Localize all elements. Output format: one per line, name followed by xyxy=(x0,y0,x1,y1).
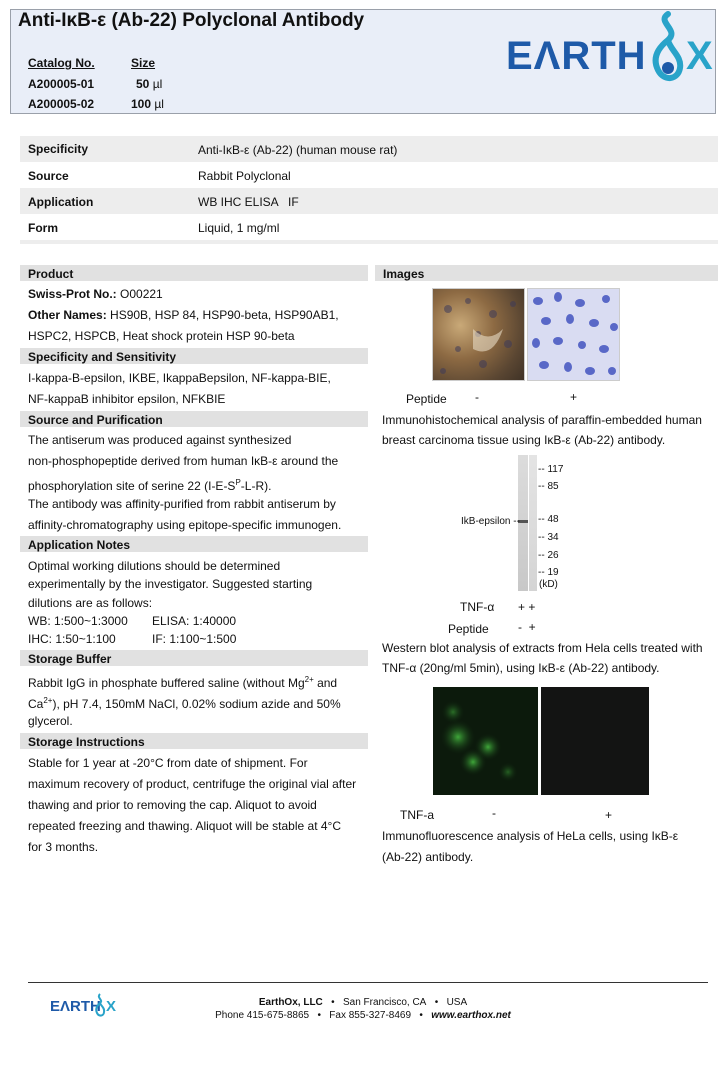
wb-peptide-label: Peptide xyxy=(448,622,489,636)
wb-marker-117: -- 117 xyxy=(538,464,564,475)
if-plus: + xyxy=(605,808,613,822)
if-minus: - xyxy=(492,806,496,820)
wb-lane-2 xyxy=(529,455,537,591)
section-storage-buffer: Storage Buffer xyxy=(20,650,368,666)
buffer-line-2: $Ca^{2+}$), pH 7.4, 150mM NaCl, 0.02% sodium azide and 50% xyxy=(28,696,341,711)
ihc-plus: + xyxy=(570,390,578,404)
wb-kd: (kD) xyxy=(539,579,558,590)
spec-row-bg-3 xyxy=(20,188,718,214)
catalog-row-1: A200005-01 xyxy=(28,77,95,91)
spec-sens-2: NF-kappaB inhibitor epsilon, NFKBIE xyxy=(28,392,226,406)
spec-value-source: Rabbit Polyclonal xyxy=(198,169,291,183)
app-wb: WB: 1:500~1:3000 xyxy=(28,614,128,628)
spec-row-bg-4 xyxy=(20,214,718,240)
footer-contact-line: Phone 415-675-8865 • Fax 855-327-8469 • www.earthox.net xyxy=(215,1010,511,1021)
other-names-2: HSPC2, HSPCB, Heat shock protein HSP 90-beta xyxy=(28,329,295,343)
spec-label-application: Application xyxy=(28,195,94,209)
instr-line-4: repeated freezing and thawing. Aliquot will be stable at 4°C xyxy=(28,819,341,833)
section-storage-instructions: Storage Instructions xyxy=(20,733,368,749)
if-caption-1: Immunofluorescence analysis of HeLa cells, using IκB-ε xyxy=(382,829,679,843)
spec-row-bg-2 xyxy=(20,162,718,188)
app-ihc: IHC: 1:50~1:100 xyxy=(28,632,116,646)
app-line-2: experimentally by the investigator. Suggested starting xyxy=(28,577,313,591)
catalog-no-label: Catalog No. xyxy=(28,56,95,70)
wb-marker-48: -- 48 xyxy=(538,514,559,525)
source-line-5: affinity-chromatography using epitope-specific immunogen. xyxy=(28,518,342,532)
instr-line-3: thawing and prior to removing the cap. Aliquot to avoid xyxy=(28,798,317,812)
app-line-1: Optimal working dilutions should be determined xyxy=(28,559,281,573)
if-image-minus xyxy=(433,687,538,795)
logo-text: EΛRTH xyxy=(506,34,647,78)
source-line-2: non-phosphopeptide derived from human IκB-ε around the xyxy=(28,454,339,468)
size-label: Size xyxy=(131,56,156,70)
instr-line-5: for 3 months. xyxy=(28,840,99,854)
earthox-logo xyxy=(498,10,718,90)
app-elisa: ELISA: 1:40000 xyxy=(152,614,237,628)
wb-marker-85: -- 85 xyxy=(538,481,559,492)
spec-table-end xyxy=(20,240,718,244)
wb-tnf-signs: + + xyxy=(518,600,536,614)
if-tnf-label: TNF-a xyxy=(400,808,434,822)
section-images: Images xyxy=(375,265,718,281)
catalog-row-2: A200005-02 xyxy=(28,97,95,111)
if-caption-2: (Ab-22) antibody. xyxy=(382,850,474,864)
instr-line-2: maximum recovery of product, centrifuge the original vial after xyxy=(28,777,357,791)
footer-website-link[interactable]: www.earthox.net xyxy=(431,1010,511,1021)
footer-logo-x: X xyxy=(106,998,117,1015)
buffer-line-1: Rabbit IgG in phosphate buffered saline (without $Mg^{2+}$ and xyxy=(28,675,338,690)
size-row-2: 100 µl xyxy=(131,97,164,111)
footer-company-line: EarthOx, LLC • San Francisco, CA • USA xyxy=(258,997,468,1008)
if-image-plus xyxy=(541,687,649,795)
swiss-prot: Swiss-Prot No.: O00221 xyxy=(28,287,163,301)
section-app-notes: Application Notes xyxy=(20,536,368,552)
wb-marker-26: -- 26 xyxy=(538,550,559,561)
wb-marker-19: -- 19 xyxy=(538,567,559,578)
size-row-1: 50 µl xyxy=(136,77,163,91)
spec-value-form: Liquid, 1 mg/ml xyxy=(198,221,280,235)
section-specificity: Specificity and Sensitivity xyxy=(20,348,368,364)
footer-divider xyxy=(28,982,708,983)
wb-marker-34: -- 34 xyxy=(538,532,559,543)
buffer-line-3: glycerol. xyxy=(28,714,73,728)
spec-value-application: WB IHC ELISA IF xyxy=(198,195,299,209)
spec-label-form: Form xyxy=(28,221,58,235)
ihc-peptide-label: Peptide xyxy=(406,392,447,406)
footer-logo-text: EΛRTH xyxy=(50,998,101,1015)
app-if: IF: 1:100~1:500 xyxy=(152,632,237,646)
source-line-4: The antibody was affinity-purified from rabbit antiserum by xyxy=(28,497,336,511)
other-names-1: Other Names: HS90B, HSP 84, HSP90-beta, HSP90AB1, xyxy=(28,308,339,322)
app-line-3: dilutions are as follows: xyxy=(28,596,153,610)
wb-tnf-label: TNF-α xyxy=(460,600,495,614)
source-line-3: phosphorylation site of serine 22 $(I-E-S^P-L-R)$. xyxy=(28,478,272,493)
instr-line-1: Stable for 1 year at -20°C from date of shipment. For xyxy=(28,756,308,770)
wb-band-label: IkB-epsilon -- xyxy=(461,516,520,527)
spec-label-specificity: Specificity xyxy=(28,142,89,156)
logo-x: X xyxy=(686,34,713,78)
ihc-minus: - xyxy=(475,390,479,404)
spec-label-source: Source xyxy=(28,169,69,183)
section-source: Source and Purification xyxy=(20,411,368,427)
spec-value-specificity: Anti-IκB-ε (Ab-22) (human mouse rat) xyxy=(198,143,398,157)
flask-icon xyxy=(648,10,688,90)
source-line-1: The antiserum was produced against synthesized xyxy=(28,433,292,447)
spec-sens-1: I-kappa-B-epsilon, IKBE, IkappaBepsilon, NF-kappa-BIE, xyxy=(28,371,331,385)
wb-caption-1: Western blot analysis of extracts from Hela cells treated with xyxy=(382,641,703,655)
ihc-image-plus xyxy=(527,288,620,381)
ihc-caption-1: Immunohistochemical analysis of paraffin-embedded human xyxy=(382,413,702,427)
ihc-image-minus xyxy=(432,288,525,381)
wb-caption-2: TNF-α (20ng/ml 5min), using IκB-ε (Ab-22) antibody. xyxy=(382,661,660,675)
wb-peptide-signs: - + xyxy=(518,620,536,634)
page-title: Anti-IκB-ε (Ab-22) Polyclonal Antibody xyxy=(18,10,365,31)
section-product: Product xyxy=(20,265,368,281)
ihc-caption-2: breast carcinoma tissue using IκB-ε (Ab-22) antibody. xyxy=(382,433,666,447)
